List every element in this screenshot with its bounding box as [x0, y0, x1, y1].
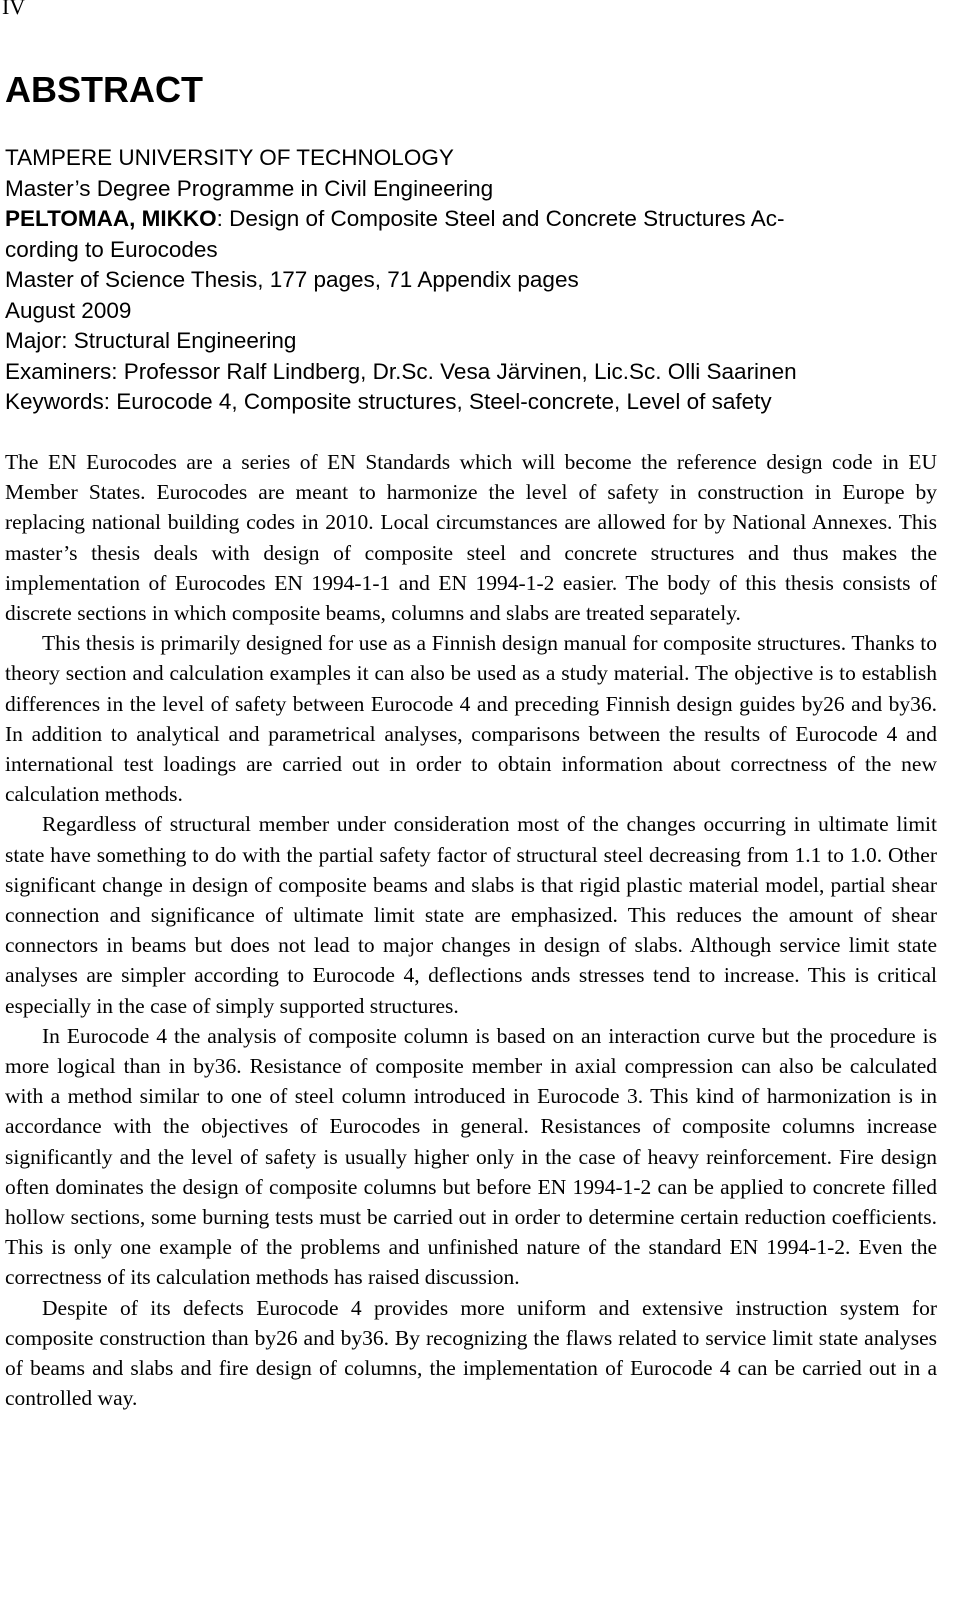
degree-programme: Master’s Degree Programme in Civil Engineering — [5, 175, 494, 201]
thesis-title-part1: : Design of Composite Steel and Concrete Structures Ac- — [216, 206, 785, 231]
abstract-body — [5, 447, 937, 1414]
abstract-paragraph: This thesis is primarily designed for use as a Finnish design manual for composite structures. Thanks to theory section and calculation examples it can also be used as a study material. The objective is to establish differences in the level of safety between Eurocode 4 and preceding Finnish design guides by26 and by36. In addition to analytical and parametrical analyses, comparisons between the results of Eurocode 4 and international test loadings are carried out in order to obtain information about correctness of the new calculation methods. — [5, 631, 937, 807]
keywords: Keywords: Eurocode 4, Composite structures, Steel-concrete, Level of safety — [5, 389, 772, 414]
abstract-heading: ABSTRACT — [5, 69, 203, 110]
abstract-paragraph: The EN Eurocodes are a series of EN Standards which will become the reference design code in EU Member States. Eurocodes are meant to harmonize the level of safety in construction in Europe by replacing national building codes in 2010. Local circumstances are allowed for by National Annexes. This master’s thesis deals with design of composite steel and concrete structures and thus makes the implementation of Eurocodes EN 1994-1-1 and EN 1994-1-2 easier. The body of this thesis consists of discrete sections in which composite beams, columns and slabs are treated separately. — [5, 450, 937, 626]
major-subject: Major: Structural Engineering — [5, 328, 297, 353]
thesis-title-part2: cording to Eurocodes — [5, 236, 218, 262]
abstract-paragraph: In Eurocode 4 the analysis of composite column is based on an interaction curve but the procedure is more logical than in by36. Resistance of composite member in axial compression can also be calculated with a method similar to one of steel column introduced in Eurocode 3. This kind of harmonization is in accordance with the objectives of Eurocodes in general. Resistances of composite columns increase significantly and the level of safety is usually higher only in the case of heavy reinforcement. Fire design often dominates the design of composite columns but before EN 1994-1-2 can be applied to concrete filled hollow sections, some burning tests must be carried out in order to determine certain reduction coefficients. This is only one example of the problems and unfinished nature of the standard EN 1994-1-2. Even the correctness of its calculation methods has raised discussion. — [5, 1023, 937, 1290]
page-number: IV — [2, 0, 26, 19]
abstract-paragraph: Despite of its defects Eurocode 4 provides more uniform and extensive instruction system for composite construction than by26 and by36. By recognizing the flaws related to service limit state analyses of beams and slabs and fire design of columns, the implementation of Eurocode 4 can be carried out in a controlled way. — [5, 1295, 937, 1411]
author-name: PELTOMAA, MIKKO — [5, 206, 217, 231]
thesis-info: Master of Science Thesis, 177 pages, 71 Appendix pages — [5, 267, 579, 292]
thesis-date: August 2009 — [5, 297, 132, 323]
examiners: Examiners: Professor Ralf Lindberg, Dr.Sc. Vesa Järvinen, Lic.Sc. Olli Saarinen — [5, 358, 797, 384]
university-name: TAMPERE UNIVERSITY OF TECHNOLOGY — [5, 145, 454, 170]
thesis-metadata — [5, 143, 940, 418]
author-and-title-line — [5, 204, 940, 235]
abstract-paragraph: Regardless of structural member under consideration most of the changes occurring in ultimate limit state have something to do with the partial safety factor of structural steel decreasing from 1.1 to 1.0. Other significant change in design of composite beams and slabs is that rigid plastic material model, partial shear connection and significance of ultimate limit state are emphasized. This reduces the amount of shear connectors in beams but does not lead to major changes in design of slabs. Although service limit state analyses are simpler according to Eurocode 4, deflections ands stresses tend to increase. This is critical especially in the case of simply supported structures. — [5, 812, 937, 1018]
